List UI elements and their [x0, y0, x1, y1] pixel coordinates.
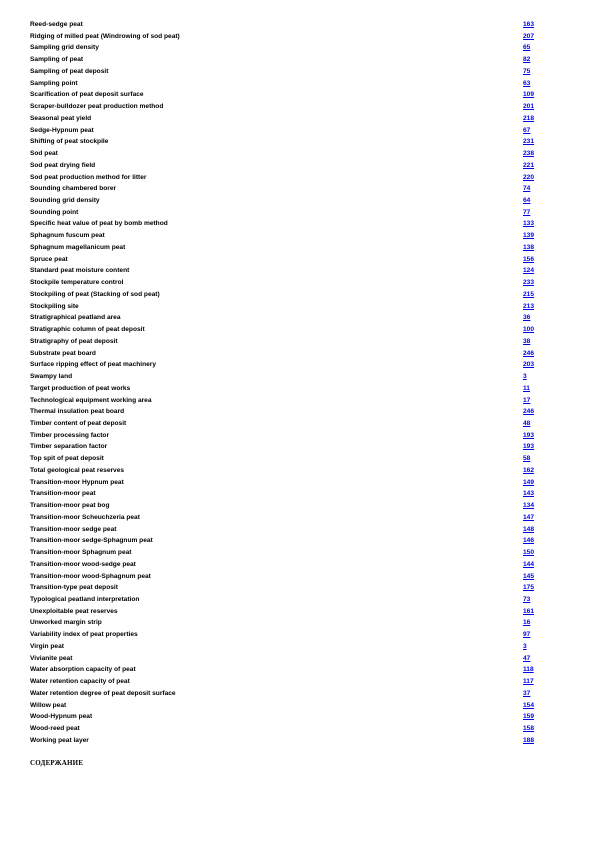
index-term: Scraper-bulldozer peat production method — [30, 103, 164, 111]
index-row — [30, 430, 540, 442]
index-row — [30, 559, 540, 571]
page-number-link[interactable]: 124 — [523, 267, 535, 275]
index-term: Sod peat drying field — [30, 161, 96, 169]
page-number-link[interactable]: 139 — [523, 232, 535, 240]
index-term: Typological peatland interpretation — [30, 595, 140, 603]
index-term: Surface ripping effect of peat machinery — [30, 361, 157, 369]
index-row — [30, 547, 540, 559]
index-list — [30, 19, 540, 747]
index-row — [30, 242, 540, 254]
index-term: Unexploitable peat reserves — [30, 607, 118, 615]
index-row — [30, 42, 540, 54]
index-row — [30, 148, 540, 160]
page-number-link[interactable]: 75 — [523, 67, 531, 75]
page-number-link[interactable]: 11 — [523, 384, 530, 392]
page-number-link[interactable]: 73 — [523, 595, 531, 603]
index-row — [30, 453, 540, 465]
page-number-link[interactable]: 77 — [523, 208, 531, 216]
index-term: Scarification of peat deposit surface — [30, 91, 144, 99]
index-row — [30, 406, 540, 418]
index-row — [30, 230, 540, 242]
index-term: Swampy land — [30, 373, 73, 381]
page-number-link[interactable]: 193 — [523, 431, 535, 439]
page-number-link[interactable]: 143 — [523, 490, 535, 498]
page-number-link[interactable]: 37 — [523, 689, 531, 697]
index-row — [30, 66, 540, 78]
page-number-link[interactable]: 67 — [523, 126, 531, 134]
index-row — [30, 512, 540, 524]
index-term: Transition-moor Hypnum peat — [30, 478, 124, 486]
page-number-link[interactable]: 215 — [523, 290, 535, 298]
page-number-link[interactable]: 47 — [523, 654, 531, 662]
index-term: Transition-moor peat bog — [30, 502, 110, 510]
index-term: Standard peat moisture content — [30, 267, 130, 275]
page-number-link[interactable]: 233 — [523, 279, 535, 287]
index-term: Transition-moor Scheuchzeria peat — [30, 513, 140, 521]
index-row — [30, 477, 540, 489]
index-row — [30, 289, 540, 301]
index-row — [30, 535, 540, 547]
page-number-link[interactable]: 100 — [523, 326, 535, 334]
page-number-link[interactable]: 154 — [523, 701, 535, 709]
index-term: Stockpiling of peat (Stacking of sod peat) — [30, 290, 160, 298]
index-row — [30, 348, 540, 360]
index-row — [30, 136, 540, 148]
index-row — [30, 524, 540, 536]
index-row — [30, 113, 540, 125]
page-number-link[interactable]: 118 — [523, 666, 534, 674]
index-term: Stratigraphic column of peat deposit — [30, 326, 145, 334]
index-row — [30, 277, 540, 289]
index-term: Sampling of peat deposit — [30, 67, 109, 75]
page-number-link[interactable]: 213 — [523, 302, 535, 310]
page-number-link[interactable]: 231 — [523, 138, 535, 146]
page-number-link[interactable]: 97 — [523, 631, 531, 639]
index-row — [30, 418, 540, 430]
index-term: Timber content of peat deposit — [30, 419, 127, 427]
page-number-link[interactable]: 220 — [523, 173, 535, 181]
index-term: Sphagnum fuscum peat — [30, 232, 105, 240]
page-number-link[interactable]: 218 — [523, 114, 535, 122]
page-number-link[interactable]: 133 — [523, 220, 535, 228]
index-row — [30, 641, 540, 653]
index-term: Sphagnum magellanicum peat — [30, 243, 126, 251]
page-number-link[interactable]: 193 — [523, 443, 535, 451]
page-number-link[interactable]: 138 — [523, 243, 535, 251]
index-term: Virgin peat — [30, 642, 64, 650]
index-term: Top spit of peat deposit — [30, 455, 104, 463]
index-term: Timber processing factor — [30, 431, 110, 439]
index-row — [30, 594, 540, 606]
index-term: Sampling point — [30, 79, 78, 87]
index-row — [30, 383, 540, 395]
page-number-link[interactable]: 65 — [523, 44, 531, 52]
index-row — [30, 78, 540, 90]
index-row — [30, 172, 540, 184]
page-number-link[interactable]: 147 — [523, 513, 535, 521]
index-term: Sounding grid density — [30, 197, 100, 205]
index-term: Seasonal peat yield — [30, 114, 92, 122]
page-number-link[interactable]: 3 — [523, 373, 527, 381]
page-number-link[interactable]: 188 — [523, 736, 535, 744]
index-row — [30, 324, 540, 336]
index-term: Technological equipment working area — [30, 396, 152, 404]
index-term: Wood-Hypnum peat — [30, 713, 93, 721]
index-term: Sod peat — [30, 150, 58, 158]
page-number-link[interactable]: 48 — [523, 419, 531, 427]
index-row — [30, 336, 540, 348]
page-number-link[interactable]: 146 — [523, 537, 535, 545]
page-number-link[interactable]: 117 — [523, 678, 534, 686]
index-term: Sounding point — [30, 208, 79, 216]
index-term: Transition-moor wood-Sphagnum peat — [30, 572, 151, 580]
index-row — [30, 218, 540, 230]
index-term: Specific heat value of peat by bomb method — [30, 220, 168, 228]
page-number-link[interactable]: 175 — [523, 584, 535, 592]
index-term: Water absorption capacity of peat — [30, 666, 136, 674]
page-number-link[interactable]: 156 — [523, 255, 535, 263]
index-term: Sounding chambered borer — [30, 185, 117, 193]
page-number-link[interactable]: 16 — [523, 619, 531, 627]
index-row — [30, 723, 540, 735]
index-row — [30, 617, 540, 629]
index-term: Unworked margin strip — [30, 619, 102, 627]
index-term: Shifting of peat stockpile — [30, 138, 109, 146]
page-number-link[interactable]: 109 — [523, 91, 535, 99]
index-row — [30, 653, 540, 665]
index-term: Water retention capacity of peat — [30, 678, 130, 686]
index-row — [30, 31, 540, 43]
index-term: Wood-reed peat — [30, 725, 80, 733]
index-row — [30, 54, 540, 66]
page-number-link[interactable]: 144 — [523, 560, 535, 568]
index-row — [30, 629, 540, 641]
index-row — [30, 441, 540, 453]
page-number-link[interactable]: 36 — [523, 314, 531, 322]
index-term: Stratigraphical peatland area — [30, 314, 121, 322]
index-row — [30, 207, 540, 219]
index-row — [30, 465, 540, 477]
index-row — [30, 265, 540, 277]
index-row — [30, 700, 540, 712]
index-term: Reed-sedge peat — [30, 21, 83, 28]
index-term: Target production of peat works — [30, 384, 131, 392]
index-row — [30, 500, 540, 512]
index-term: Total geological peat reserves — [30, 466, 125, 474]
index-term: Transition-moor peat — [30, 490, 96, 498]
index-term: Sampling of peat — [30, 56, 84, 64]
page-number-link[interactable]: 148 — [523, 525, 535, 533]
page-number-link[interactable]: 162 — [523, 466, 535, 474]
index-row — [30, 395, 540, 407]
page-number-link[interactable]: 163 — [523, 21, 535, 28]
index-term: Ridging of milled peat (Windrowing of sod peat) — [30, 32, 180, 40]
index-term: Variability index of peat properties — [30, 631, 138, 639]
index-term: Transition-type peat deposit — [30, 584, 118, 592]
index-term: Timber separation factor — [30, 443, 108, 451]
page-number-link[interactable]: 38 — [523, 337, 531, 345]
index-row — [30, 19, 540, 31]
index-row — [30, 735, 540, 747]
index-term: Thermal insulation peat board — [30, 408, 125, 416]
index-row — [30, 254, 540, 266]
page-number-link[interactable]: 203 — [523, 361, 535, 369]
page-number-link[interactable]: 145 — [523, 572, 535, 580]
index-row — [30, 89, 540, 101]
page-number-link[interactable]: 150 — [523, 549, 535, 557]
index-row — [30, 359, 540, 371]
index-term: Transition-moor sedge-Sphagnum peat — [30, 537, 153, 545]
index-row — [30, 688, 540, 700]
page-number-link[interactable]: 134 — [523, 502, 535, 510]
index-term: Sedge-Hypnum peat — [30, 126, 94, 134]
page-number-link[interactable]: 221 — [523, 161, 535, 169]
page-number-link[interactable]: 161 — [523, 607, 535, 615]
page-number-link[interactable]: 159 — [523, 713, 535, 721]
index-term: Sampling grid density — [30, 44, 99, 52]
index-row — [30, 664, 540, 676]
index-term: Stratigraphy of peat deposit — [30, 337, 118, 345]
index-row — [30, 488, 540, 500]
section-heading: СОДЕРЖАНИЕ — [30, 759, 84, 767]
index-term: Transition-moor Sphagnum peat — [30, 549, 132, 557]
index-row — [30, 606, 540, 618]
page-number-link[interactable]: 3 — [523, 642, 527, 650]
index-row — [30, 301, 540, 313]
index-term: Transition-moor wood-sedge peat — [30, 560, 136, 568]
index-term: Stockpiling site — [30, 302, 79, 310]
index-row — [30, 312, 540, 324]
index-row — [30, 676, 540, 688]
index-term: Vivianite peat — [30, 654, 73, 662]
page-number-link[interactable]: 17 — [523, 396, 531, 404]
index-term: Substrate peat board — [30, 349, 96, 357]
page-number-link[interactable]: 63 — [523, 79, 531, 87]
page-number-link[interactable]: 74 — [523, 185, 531, 193]
index-row — [30, 711, 540, 723]
index-row — [30, 571, 540, 583]
page-number-link[interactable]: 82 — [523, 56, 531, 64]
page-number-link[interactable]: 207 — [523, 32, 535, 40]
page-number-link[interactable]: 64 — [523, 197, 531, 205]
index-term: Stockpile temperature control — [30, 279, 124, 287]
page-number-link[interactable]: 149 — [523, 478, 535, 486]
index-row — [30, 371, 540, 383]
page-number-link[interactable]: 246 — [523, 408, 535, 416]
index-row — [30, 101, 540, 113]
index-term: Working peat layer — [30, 736, 89, 744]
page-number-link[interactable]: 246 — [523, 349, 535, 357]
page-number-link[interactable]: 201 — [523, 103, 535, 111]
page-number-link[interactable]: 58 — [523, 455, 531, 463]
index-row — [30, 195, 540, 207]
index-row — [30, 183, 540, 195]
index-term: Water retention degree of peat deposit surface — [30, 689, 176, 697]
index-row — [30, 160, 540, 172]
index-term: Spruce peat — [30, 255, 68, 263]
page-number-link[interactable]: 238 — [523, 150, 535, 158]
index-row — [30, 582, 540, 594]
page-number-link[interactable]: 158 — [523, 725, 535, 733]
index-term: Willow peat — [30, 701, 67, 709]
index-term: Transition-moor sedge peat — [30, 525, 117, 533]
index-row — [30, 125, 540, 137]
index-term: Sod peat production method for litter — [30, 173, 147, 181]
